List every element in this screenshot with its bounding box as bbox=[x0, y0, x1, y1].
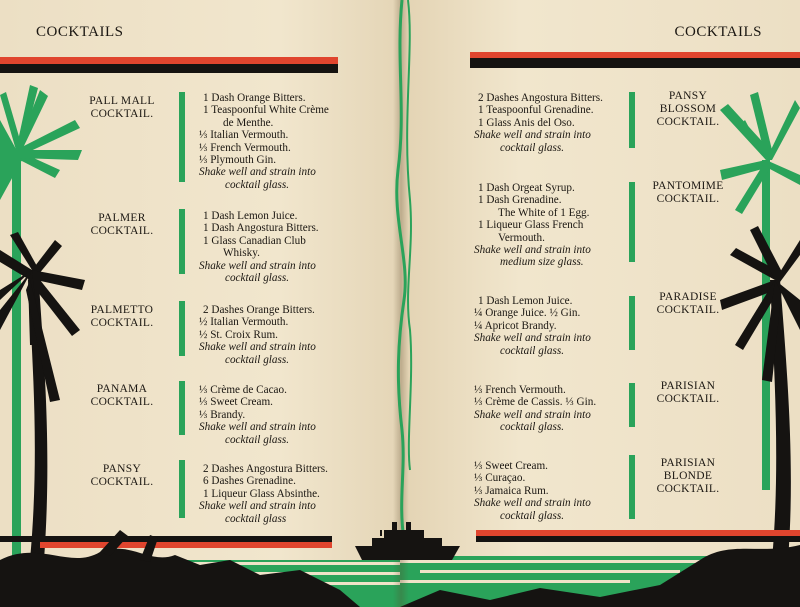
recipe-parisian-blonde: ⅓ Sweet Cream. ⅓ Curaçao. ⅓ Jamaica Rum. Shake well and strain into cocktail glass. bbox=[474, 460, 591, 522]
recipe-pansy-blossom: 2 Dashes Angostura Bitters. 1 Teaspoonful Grenadine. 1 Glass Anis del Oso. Shake well and strain into cocktail glass. bbox=[474, 92, 603, 154]
recipe-panama: ⅓ Crème de Cacao. ⅓ Sweet Cream. ⅓ Brandy. Shake well and strain into cocktail glass. bbox=[199, 384, 316, 446]
cocktail-name-parisian-blonde: PARISIAN BLONDE COCKTAIL. bbox=[656, 457, 720, 495]
cocktail-name-palmer: PALMER COCKTAIL. bbox=[90, 212, 154, 237]
recipe-palmer: 1 Dash Lemon Juice. 1 Dash Angostura Bitters. 1 Glass Canadian Club Whisky. Shake well and strain into cocktail glass. bbox=[199, 210, 319, 285]
cocktail-name-parisian: PARISIAN COCKTAIL. bbox=[656, 380, 720, 405]
cocktail-name-pansy: PANSY COCKTAIL. bbox=[90, 463, 154, 488]
cocktail-name-palmetto: PALMETTO COCKTAIL. bbox=[90, 304, 154, 329]
right-page-header: COCKTAILS bbox=[674, 24, 762, 40]
left-page-header: COCKTAILS bbox=[36, 24, 124, 40]
recipe-pansy: 2 Dashes Angostura Bitters. 6 Dashes Grenadine. 1 Liqueur Glass Absinthe. Shake well and strain into cocktail glass bbox=[199, 463, 328, 525]
recipe-palmetto: 2 Dashes Orange Bitters. ½ Italian Vermouth. ½ St. Croix Rum. Shake well and strain into cocktail glass. bbox=[199, 304, 316, 366]
cocktail-name-pantomime: PANTOMIME COCKTAIL. bbox=[652, 180, 724, 205]
bookmark-ribbon bbox=[397, 0, 405, 540]
steamship-icon bbox=[355, 522, 460, 560]
recipe-parisian: ⅓ French Vermouth. ⅓ Crème de Cassis. ⅓ Gin. Shake well and strain into cocktail glass. bbox=[474, 384, 597, 434]
recipe-pantomime: 1 Dash Orgeat Syrup. 1 Dash Grenadine. The White of 1 Egg. 1 Liqueur Glass French Vermouth. Shake well and strain into medium size glass. bbox=[474, 182, 591, 269]
cocktail-name-pall-mall: PALL MALL COCKTAIL. bbox=[89, 95, 155, 120]
cocktail-name-paradise: PARADISE COCKTAIL. bbox=[656, 291, 720, 316]
cocktail-name-panama: PANAMA COCKTAIL. bbox=[90, 383, 154, 408]
recipe-paradise: 1 Dash Lemon Juice. ¼ Orange Juice. ½ Gin. ¼ Apricot Brandy. Shake well and strain into cocktail glass. bbox=[474, 295, 591, 357]
recipe-pall-mall: 1 Dash Orange Bitters. 1 Teaspoonful White Crème de Menthe. ⅓ Italian Vermouth. ⅓ French Vermouth. ⅓ Plymouth Gin. Shake well and strain into cocktail glass. bbox=[199, 92, 329, 191]
cocktail-name-pansy-blossom: PANSY BLOSSOM COCKTAIL. bbox=[656, 90, 720, 128]
